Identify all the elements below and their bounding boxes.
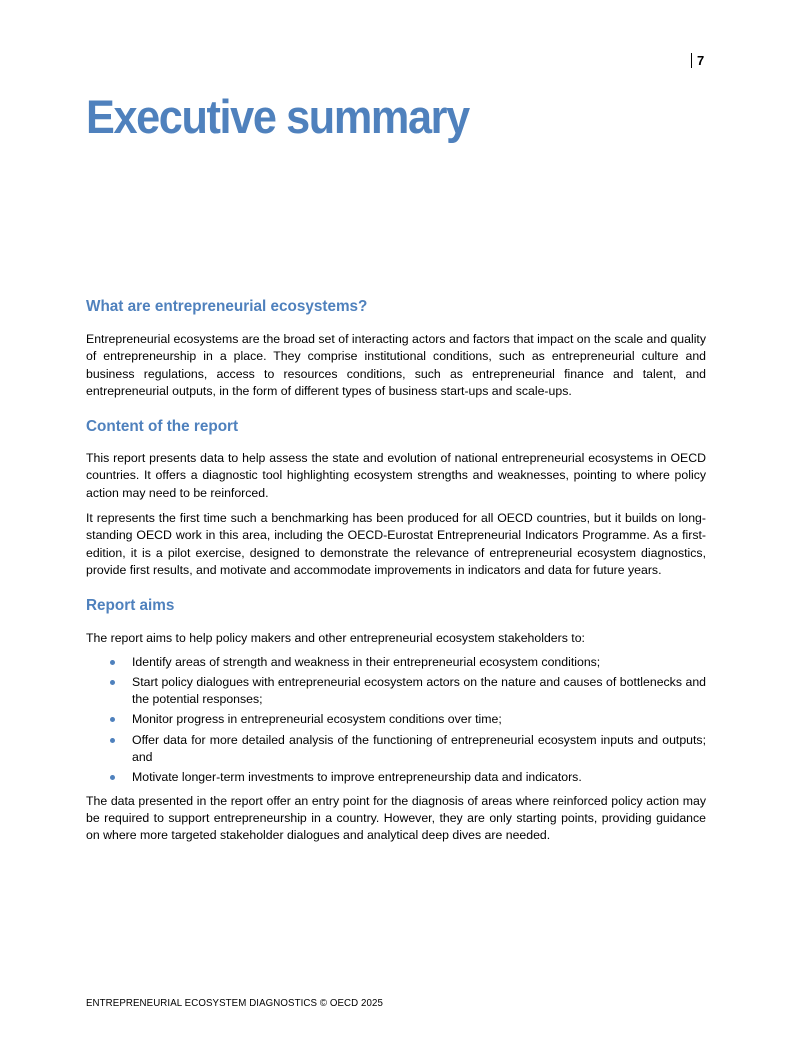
section-paragraph: Entrepreneurial ecosystems are the broad set of interacting actors and factors that impact on the scale and quality of entrepreneurship in a place. They comprise institutional conditions, such as entrepreneurial culture and business regulations, access to resources conditions, such as entrepreneurial finance and talent, and entrepreneurial outputs, in the form of different types of business start-ups and scale-ups.: [86, 332, 706, 398]
list-item-text: Offer data for more detailed analysis of the functioning of entrepreneurial ecosystem inputs and outputs; and: [132, 732, 706, 765]
aims-closing-paragraph: The data presented in the report offer an entry point for the diagnosis of areas where reinforced policy action may be required to support entrepreneurship in a country. However, they are only starting points, providing guidance on where more targeted stakeholder dialogues and analytical deep dives are needed.: [86, 793, 706, 843]
bullet-icon: [110, 680, 115, 685]
page-footer: ENTREPRENEURIAL ECOSYSTEM DIAGNOSTICS © OECD 2025: [86, 998, 383, 1009]
list-item: [86, 674, 706, 709]
list-item-text: Monitor progress in entrepreneurial ecosystem conditions over time;: [132, 712, 502, 727]
list-item-text: Motivate longer-term investments to improve entrepreneurship data and indicators.: [132, 770, 582, 785]
bullet-icon: [110, 717, 115, 722]
page-title: Executive summary: [86, 90, 469, 143]
bullet-icon: [110, 738, 115, 743]
list-item-text: Identify areas of strength and weakness in their entrepreneurial ecosystem conditions;: [132, 654, 601, 669]
bullet-icon: [110, 775, 115, 780]
section-paragraph: This report presents data to help assess the state and evolution of national entrepreneurial ecosystems in OECD countries. It offers a diagnostic tool highlighting ecosystem strengths and weaknesses, pointing to where policy action may need to be reinforced.: [86, 451, 706, 500]
bullet-icon: [110, 660, 115, 665]
aims-intro: The report aims to help policy makers and other entrepreneurial ecosystem stakeholders to:: [86, 631, 585, 646]
section-paragraph: It represents the first time such a benchmarking has been produced for all OECD countries, but it builds on long-standing OECD work in this area, including the OECD-Eurostat Entrepreneurial Indicators Programme. As a first-edition, it is a pilot exercise, designed to demonstrate the relevance of entrepreneurial ecosystem diagnostics, provide first results, and motivate and accommodate improvements in indicators and data for future years.: [86, 511, 706, 577]
list-item: [86, 654, 706, 671]
list-item: [86, 711, 706, 728]
list-item-text: Start policy dialogues with entrepreneurial ecosystem actors on the nature and causes of bottlenecks and the potential responses;: [132, 674, 706, 707]
section-heading-ecosystems: What are entrepreneurial ecosystems?: [86, 298, 368, 315]
section-heading-aims: Report aims: [86, 597, 175, 615]
document-body: [86, 297, 706, 845]
page-number: 7: [691, 53, 704, 68]
list-item: [86, 732, 706, 767]
section-heading-content: Content of the report: [86, 418, 239, 436]
aims-list: [86, 654, 706, 787]
list-item: [86, 769, 706, 786]
